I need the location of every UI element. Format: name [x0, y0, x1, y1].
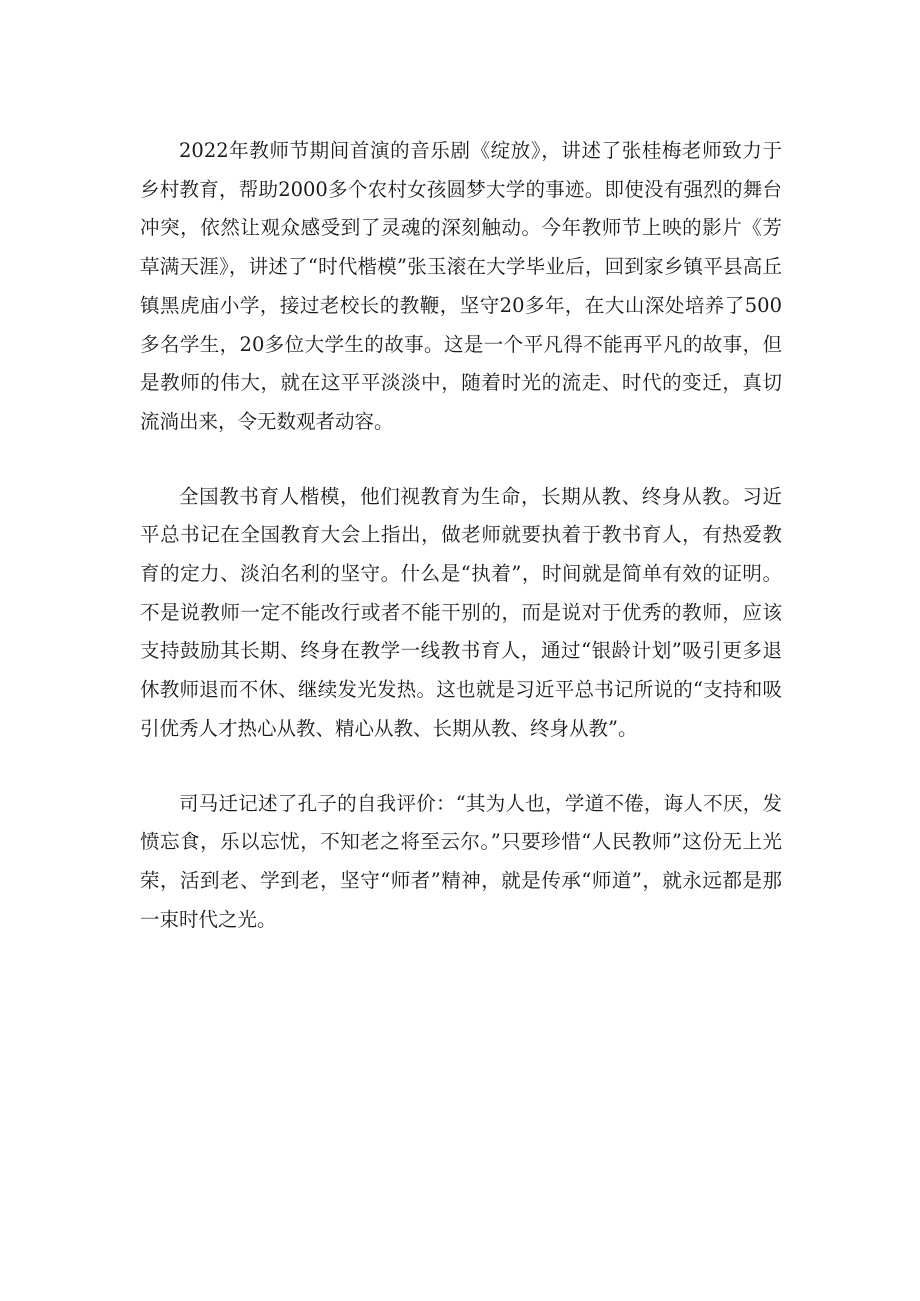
paragraph-1: 2022年教师节期间首演的音乐剧《绽放》，讲述了张桂梅老师致力于乡村教育，帮助2000多个农村女孩圆梦大学的事迹。即使没有强烈的舞台冲突，依然让观众感受到了灵魂的深刻触动。今年教师节上映的影片《芳草满天涯》，讲述了“时代楷模”张玉滚在大学毕业后，回到家乡镇平县高丘镇黑虎庙小学，接过老校长的教鞭，坚守20多年，在大山深处培养了500多名学生，20多位大学生的故事。这是一个平凡得不能再平凡的故事，但是教师的伟大，就在这平平淡淡中，随着时光的流走、时代的变迁，真切流淌出来，令无数观者动容。: [140, 139, 782, 433]
paragraph-3: 司马迁记述了孔子的自我评价：“其为人也，学道不倦，诲人不厌，发愤忘食，乐以忘忧，不知老之将至云尔。”只要珍惜“人民教师”这份无上光荣，活到老、学到老，坚守“师者”精神，就是传承“师道”，就永远都是那一束时代之光。: [140, 791, 782, 931]
document-body: [140, 132, 782, 939]
paragraph-2: 全国教书育人楷模，他们视教育为生命，长期从教、终身从教。习近平总书记在全国教育大会上指出，做老师就要执着于教书育人，有热爱教育的定力、淡泊名利的坚守。什么是“执着”，时间就是简单有效的证明。不是说教师一定不能改行或者不能干别的，而是说对于优秀的教师，应该支持鼓励其长期、终身在教学一线教书育人，通过“银龄计划”吸引更多退休教师退而不休、继续发光发热。这也就是习近平总书记所说的“支持和吸引优秀人才热心从教、精心从教、长期从教、终身从教”。: [140, 484, 782, 740]
